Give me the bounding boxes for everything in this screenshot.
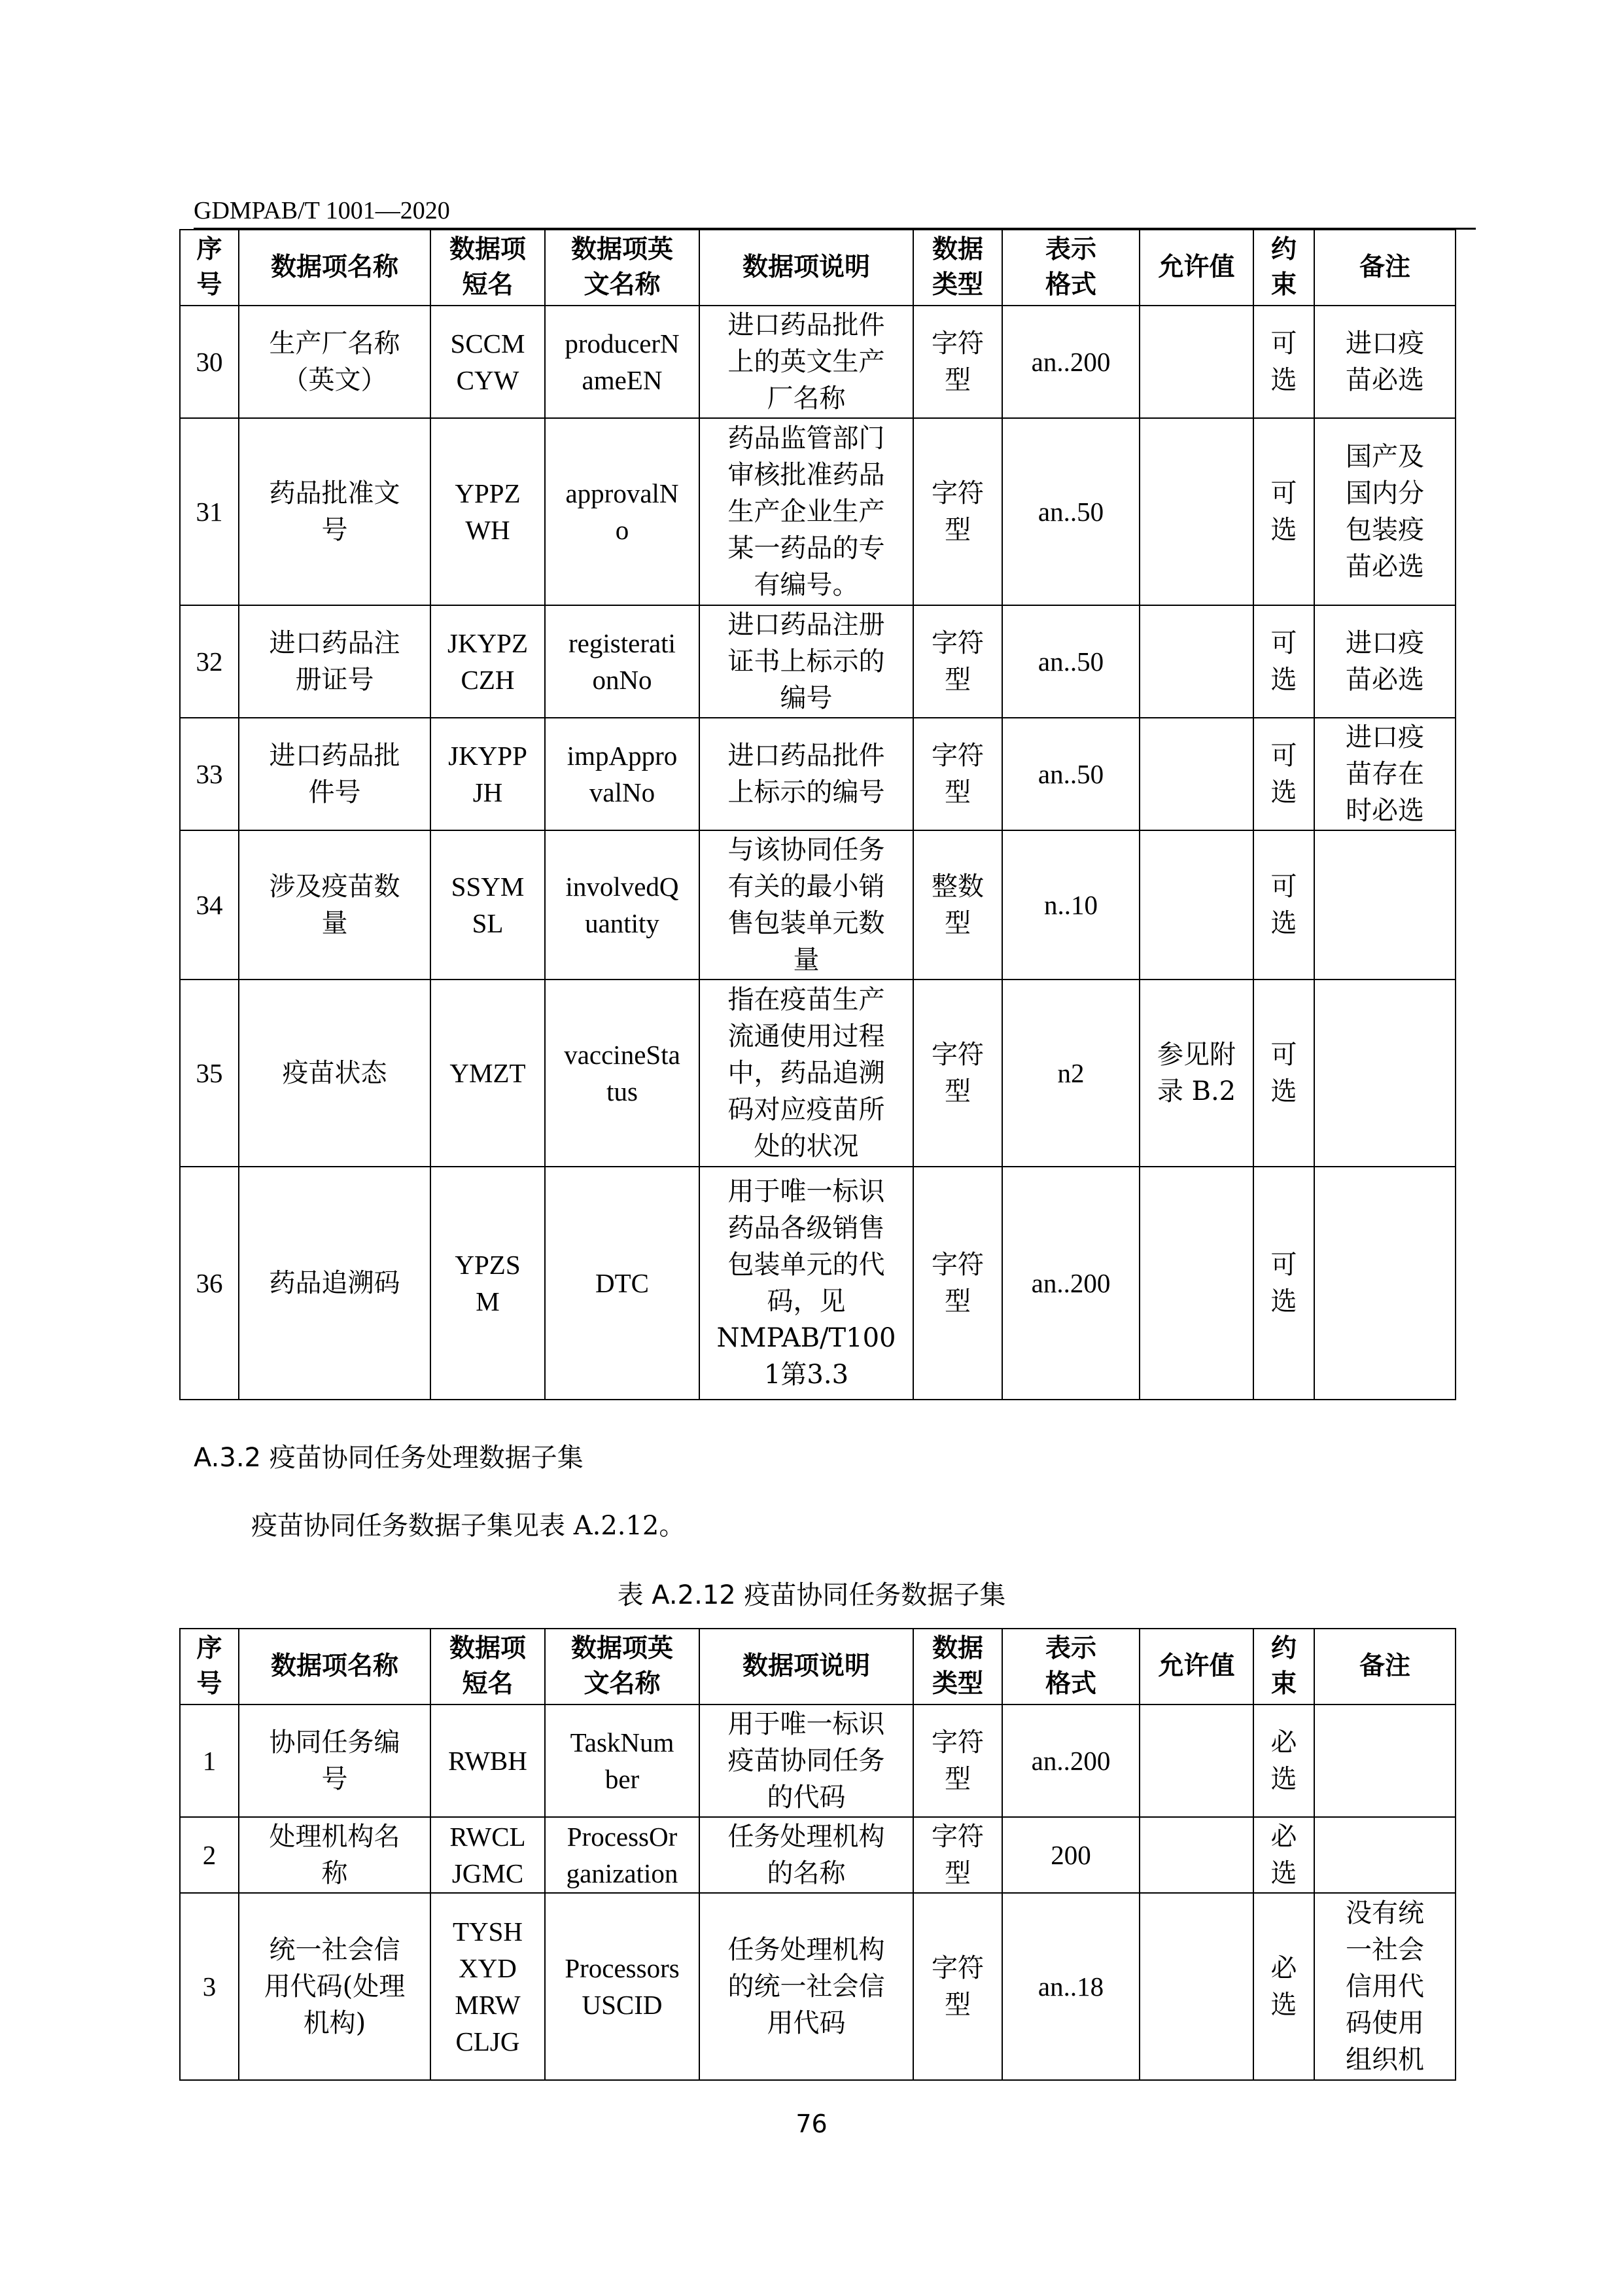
table-header-row: [180, 1629, 1456, 1704]
cell-item-name: 药品追溯码: [239, 1167, 430, 1400]
table-row: [180, 1167, 1456, 1400]
table-row: [180, 1817, 1456, 1893]
table-row: [180, 830, 1456, 980]
cell-constraint: 可 选: [1253, 718, 1314, 830]
cell-english-name: ProcessOr ganization: [545, 1817, 699, 1893]
cell-remark: [1314, 1167, 1456, 1400]
cell-english-name: producerN ameEN: [545, 306, 699, 418]
cell-format: an..200: [1002, 1167, 1140, 1400]
column-header-seq: 序 号: [180, 1629, 239, 1704]
cell-description: 药品监管部门 审核批准药品 生产企业生产 某一药品的专 有编号。: [699, 418, 913, 605]
cell-remark: 没有统 一社会 信用代 码使用 组织机: [1314, 1893, 1456, 2080]
cell-short-name: SSYM SL: [430, 830, 545, 980]
column-header-item-name: 数据项名称: [239, 1629, 430, 1704]
cell-description: 任务处理机构 的名称: [699, 1817, 913, 1893]
cell-allowed-value: [1140, 830, 1253, 980]
cell-data-type: 字符 型: [913, 605, 1002, 718]
column-header-description: 数据项说明: [699, 1629, 913, 1704]
cell-data-type: 字符 型: [913, 306, 1002, 418]
cell-remark: 国产及 国内分 包装疫 苗必选: [1314, 418, 1456, 605]
cell-format: an..50: [1002, 418, 1140, 605]
cell-short-name: JKYPP JH: [430, 718, 545, 830]
cell-item-name: 涉及疫苗数 量: [239, 830, 430, 980]
cell-english-name: Processors USCID: [545, 1893, 699, 2080]
cell-remark: [1314, 980, 1456, 1167]
cell-english-name: DTC: [545, 1167, 699, 1400]
cell-format: n..10: [1002, 830, 1140, 980]
cell-english-name: TaskNum ber: [545, 1704, 699, 1817]
cell-english-name: vaccineSta tus: [545, 980, 699, 1167]
cell-english-name: registerati onNo: [545, 605, 699, 718]
cell-format: an..50: [1002, 605, 1140, 718]
cell-constraint: 必 选: [1253, 1893, 1314, 2080]
cell-description: 进口药品注册 证书上标示的 编号: [699, 605, 913, 718]
section-heading: A.3.2 疫苗协同任务处理数据子集: [194, 1443, 584, 1473]
cell-item-name: 药品批准文 号: [239, 418, 430, 605]
cell-allowed-value: [1140, 718, 1253, 830]
cell-description: 进口药品批件 上的英文生产 厂名称: [699, 306, 913, 418]
table-header-row: [180, 230, 1456, 306]
column-header-constraint: 约 束: [1253, 230, 1314, 306]
cell-seq: 30: [180, 306, 239, 418]
column-header-allowed-value: 允许值: [1140, 1629, 1253, 1704]
cell-seq: 1: [180, 1704, 239, 1817]
table-row: [180, 1704, 1456, 1817]
cell-short-name: RWCL JGMC: [430, 1817, 545, 1893]
cell-seq: 31: [180, 418, 239, 605]
cell-allowed-value: [1140, 1704, 1253, 1817]
cell-item-name: 进口药品批 件号: [239, 718, 430, 830]
cell-remark: 进口疫 苗存在 时必选: [1314, 718, 1456, 830]
cell-description: 用于唯一标识 疫苗协同任务 的代码: [699, 1704, 913, 1817]
cell-allowed-value: [1140, 306, 1253, 418]
cell-allowed-value: [1140, 1167, 1253, 1400]
cell-short-name: JKYPZ CZH: [430, 605, 545, 718]
cell-data-type: 字符 型: [913, 1817, 1002, 1893]
cell-short-name: YMZT: [430, 980, 545, 1167]
cell-seq: 2: [180, 1817, 239, 1893]
cell-description: 进口药品批件 上标示的编号: [699, 718, 913, 830]
cell-data-type: 字符 型: [913, 1167, 1002, 1400]
cell-seq: 32: [180, 605, 239, 718]
cell-item-name: 统一社会信 用代码(处理 机构): [239, 1893, 430, 2080]
column-header-remark: 备注: [1314, 230, 1456, 306]
cell-english-name: approvalN o: [545, 418, 699, 605]
cell-constraint: 可 选: [1253, 306, 1314, 418]
table-row: [180, 306, 1456, 418]
table-row: [180, 718, 1456, 830]
document-code: GDMPAB/T 1001—2020: [194, 197, 450, 224]
cell-format: 200: [1002, 1817, 1140, 1893]
cell-remark: [1314, 1704, 1456, 1817]
cell-remark: 进口疫 苗必选: [1314, 605, 1456, 718]
body-paragraph: 疫苗协同任务数据子集见表 A.2.12。: [251, 1511, 686, 1541]
cell-constraint: 可 选: [1253, 830, 1314, 980]
cell-seq: 34: [180, 830, 239, 980]
cell-seq: 35: [180, 980, 239, 1167]
cell-constraint: 必 选: [1253, 1817, 1314, 1893]
cell-format: an..18: [1002, 1893, 1140, 2080]
cell-seq: 3: [180, 1893, 239, 2080]
vaccine-task-data-table: [179, 1628, 1456, 2081]
column-header-short-name: 数据项 短名: [430, 1629, 545, 1704]
cell-item-name: 进口药品注 册证号: [239, 605, 430, 718]
page-number: 76: [795, 2110, 828, 2138]
cell-description: 用于唯一标识 药品各级销售 包装单元的代 码，见 NMPAB/T100 1第3.3: [699, 1167, 913, 1400]
cell-remark: [1314, 1817, 1456, 1893]
cell-allowed-value: [1140, 1817, 1253, 1893]
column-header-seq: 序 号: [180, 230, 239, 306]
cell-english-name: impAppro valNo: [545, 718, 699, 830]
column-header-data-type: 数据 类型: [913, 1629, 1002, 1704]
cell-short-name: TYSH XYD MRW CLJG: [430, 1893, 545, 2080]
cell-data-type: 字符 型: [913, 1704, 1002, 1817]
cell-allowed-value: [1140, 418, 1253, 605]
cell-item-name: 处理机构名 称: [239, 1817, 430, 1893]
cell-short-name: RWBH: [430, 1704, 545, 1817]
column-header-description: 数据项说明: [699, 230, 913, 306]
cell-description: 指在疫苗生产 流通使用过程 中，药品追溯 码对应疫苗所 处的状况: [699, 980, 913, 1167]
cell-format: an..200: [1002, 306, 1140, 418]
table-row: [180, 980, 1456, 1167]
cell-data-type: 字符 型: [913, 1893, 1002, 2080]
table-row: [180, 1893, 1456, 2080]
cell-description: 任务处理机构 的统一社会信 用代码: [699, 1893, 913, 2080]
cell-short-name: YPPZ WH: [430, 418, 545, 605]
cell-item-name: 协同任务编 号: [239, 1704, 430, 1817]
table-row: [180, 418, 1456, 605]
cell-data-type: 字符 型: [913, 418, 1002, 605]
column-header-data-type: 数据 类型: [913, 230, 1002, 306]
table-caption: 表 A.2.12 疫苗协同任务数据子集: [617, 1580, 1006, 1610]
cell-allowed-value: [1140, 1893, 1253, 2080]
cell-seq: 33: [180, 718, 239, 830]
column-header-format: 表示 格式: [1002, 1629, 1140, 1704]
cell-remark: [1314, 830, 1456, 980]
column-header-remark: 备注: [1314, 1629, 1456, 1704]
column-header-english-name: 数据项英 文名称: [545, 1629, 699, 1704]
cell-item-name: 生产厂名称 （英文）: [239, 306, 430, 418]
cell-constraint: 可 选: [1253, 980, 1314, 1167]
cell-constraint: 可 选: [1253, 1167, 1314, 1400]
cell-data-type: 整数 型: [913, 830, 1002, 980]
cell-format: an..50: [1002, 718, 1140, 830]
cell-remark: 进口疫 苗必选: [1314, 306, 1456, 418]
column-header-constraint: 约 束: [1253, 1629, 1314, 1704]
data-items-table-continued: [179, 229, 1456, 1400]
column-header-allowed-value: 允许值: [1140, 230, 1253, 306]
column-header-item-name: 数据项名称: [239, 230, 430, 306]
cell-format: an..200: [1002, 1704, 1140, 1817]
cell-data-type: 字符 型: [913, 980, 1002, 1167]
cell-english-name: involvedQ uantity: [545, 830, 699, 980]
cell-constraint: 可 选: [1253, 605, 1314, 718]
cell-item-name: 疫苗状态: [239, 980, 430, 1167]
cell-allowed-value: 参见附 录 B.2: [1140, 980, 1253, 1167]
column-header-short-name: 数据项 短名: [430, 230, 545, 306]
cell-description: 与该协同任务 有关的最小销 售包装单元数 量: [699, 830, 913, 980]
cell-short-name: YPZS M: [430, 1167, 545, 1400]
cell-constraint: 必 选: [1253, 1704, 1314, 1817]
column-header-format: 表示 格式: [1002, 230, 1140, 306]
cell-short-name: SCCM CYW: [430, 306, 545, 418]
cell-data-type: 字符 型: [913, 718, 1002, 830]
table-row: [180, 605, 1456, 718]
cell-format: n2: [1002, 980, 1140, 1167]
cell-constraint: 可 选: [1253, 418, 1314, 605]
cell-seq: 36: [180, 1167, 239, 1400]
cell-allowed-value: [1140, 605, 1253, 718]
column-header-english-name: 数据项英 文名称: [545, 230, 699, 306]
